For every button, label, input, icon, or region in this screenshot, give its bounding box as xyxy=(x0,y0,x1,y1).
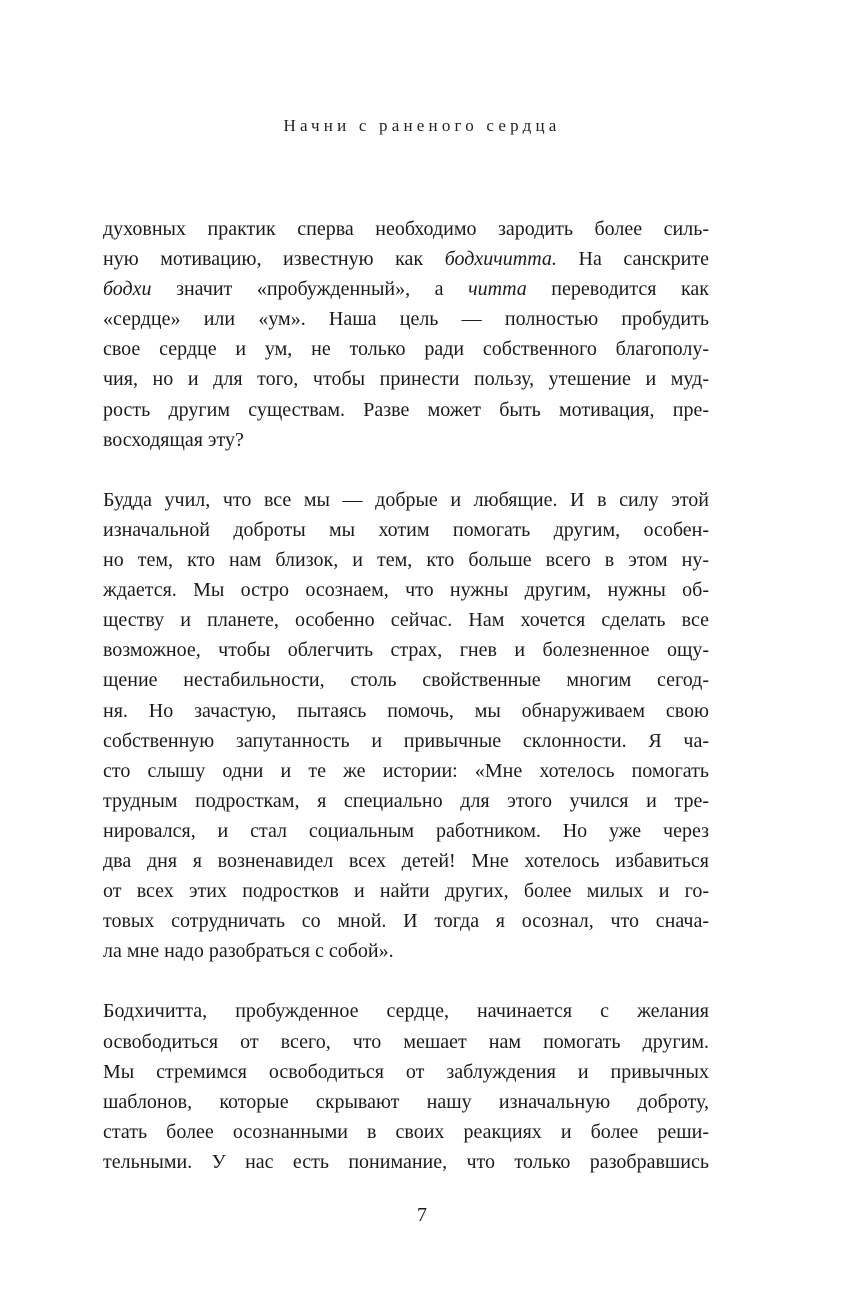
text-line xyxy=(103,425,709,455)
text-span: нировался, и стал социальным работником. Но уже через xyxy=(103,819,709,842)
text-line xyxy=(103,485,709,515)
text-span: ную мотивацию, известную как xyxy=(103,248,445,271)
text-line xyxy=(103,756,709,786)
text-span: «сердце» или «ум». Наша цель — полностью пробудить xyxy=(103,308,709,331)
text-line xyxy=(103,515,709,545)
text-span: На санскрите xyxy=(556,248,710,271)
italic-term: бодхичитта. xyxy=(444,248,557,271)
text-line xyxy=(103,726,709,756)
text-line xyxy=(103,786,709,816)
paragraph xyxy=(103,485,709,967)
text-line xyxy=(103,936,709,966)
italic-term: читта xyxy=(468,278,527,301)
text-line xyxy=(103,1027,709,1057)
text-span: ла мне надо разобраться с собой». xyxy=(103,940,394,963)
text-line xyxy=(103,395,709,425)
text-span: чия, но и для того, чтобы принести пользу, утешение и муд- xyxy=(103,368,709,391)
text-line xyxy=(103,214,709,244)
text-line xyxy=(103,665,709,695)
text-span: сто слышу одни и те же истории: «Мне хотелось помогать xyxy=(103,759,709,782)
page-number: 7 xyxy=(417,1204,427,1226)
text-line xyxy=(103,846,709,876)
text-span: духовных практик сперва необходимо зародить более силь- xyxy=(103,218,709,240)
text-span: значит «пробужденный», а xyxy=(151,278,469,301)
text-span: восходящая эту? xyxy=(103,428,244,451)
text-line xyxy=(103,1147,709,1177)
body-text xyxy=(103,214,709,1207)
text-line xyxy=(103,244,709,274)
text-line xyxy=(103,696,709,726)
text-span: товых сотрудничать со мной. И тогда я осознал, что снача- xyxy=(103,910,709,933)
text-span: шаблонов, которые скрывают нашу изначальную доброту, xyxy=(103,1090,709,1113)
text-line xyxy=(103,1117,709,1147)
text-span: от всех этих подростков и найти других, более милых и го- xyxy=(103,880,709,903)
text-line xyxy=(103,1057,709,1087)
text-line xyxy=(103,545,709,575)
text-span: собственную запутанность и привычные склонности. Я ча- xyxy=(103,729,709,752)
text-span: ня. Но зачастую, пытаясь помочь, мы обнаруживаем свою xyxy=(103,699,709,722)
text-span: но тем, кто нам близок, и тем, кто больше всего в этом ну- xyxy=(103,549,709,572)
text-span: освободиться от всего, что мешает нам помогать другим. xyxy=(103,1030,709,1053)
text-line xyxy=(103,304,709,334)
text-line xyxy=(103,906,709,936)
text-span: возможное, чтобы облегчить страх, гнев и болезненное ощу- xyxy=(103,639,709,662)
text-line xyxy=(103,274,709,304)
text-span: ждается. Мы остро осознаем, что нужны другим, нужны об- xyxy=(103,579,709,602)
text-span: трудным подросткам, я специально для этого учился и тре- xyxy=(103,789,709,812)
text-span: Бодхичитта, пробужденное сердце, начинается с желания xyxy=(103,1000,709,1023)
text-span: переводится как xyxy=(526,278,709,301)
text-line xyxy=(103,1087,709,1117)
text-span: тельными. У нас есть понимание, что только разобравшись xyxy=(103,1150,709,1173)
text-span: два дня я возненавидел всех детей! Мне хотелось избавиться xyxy=(103,849,709,872)
text-line xyxy=(103,575,709,605)
text-line xyxy=(103,635,709,665)
text-line xyxy=(103,996,709,1026)
text-line xyxy=(103,334,709,364)
text-span: изначальной доброты мы хотим помогать другим, особен- xyxy=(103,518,709,541)
text-span: свое сердце и ум, не только ради собственного благополу- xyxy=(103,338,709,361)
text-line xyxy=(103,364,709,394)
running-head: Начни с раненого сердца xyxy=(283,116,561,135)
paragraph xyxy=(103,996,709,1177)
paragraph xyxy=(103,214,709,455)
text-line xyxy=(103,876,709,906)
text-line xyxy=(103,816,709,846)
italic-term: бодхи xyxy=(103,278,152,301)
text-span: ществу и планете, особенно сейчас. Нам хочется сделать все xyxy=(103,609,709,632)
text-span: щение нестабильности, столь свойственные многим сегод- xyxy=(103,669,709,692)
text-line xyxy=(103,605,709,635)
text-span: Будда учил, что все мы — добрые и любящие. И в силу этой xyxy=(103,488,709,511)
text-span: стать более осознанными в своих реакциях и более реши- xyxy=(103,1120,709,1143)
text-span: Мы стремимся освободиться от заблуждения и привычных xyxy=(103,1060,709,1083)
text-span: рость другим существам. Разве может быть мотивация, пре- xyxy=(103,398,709,421)
